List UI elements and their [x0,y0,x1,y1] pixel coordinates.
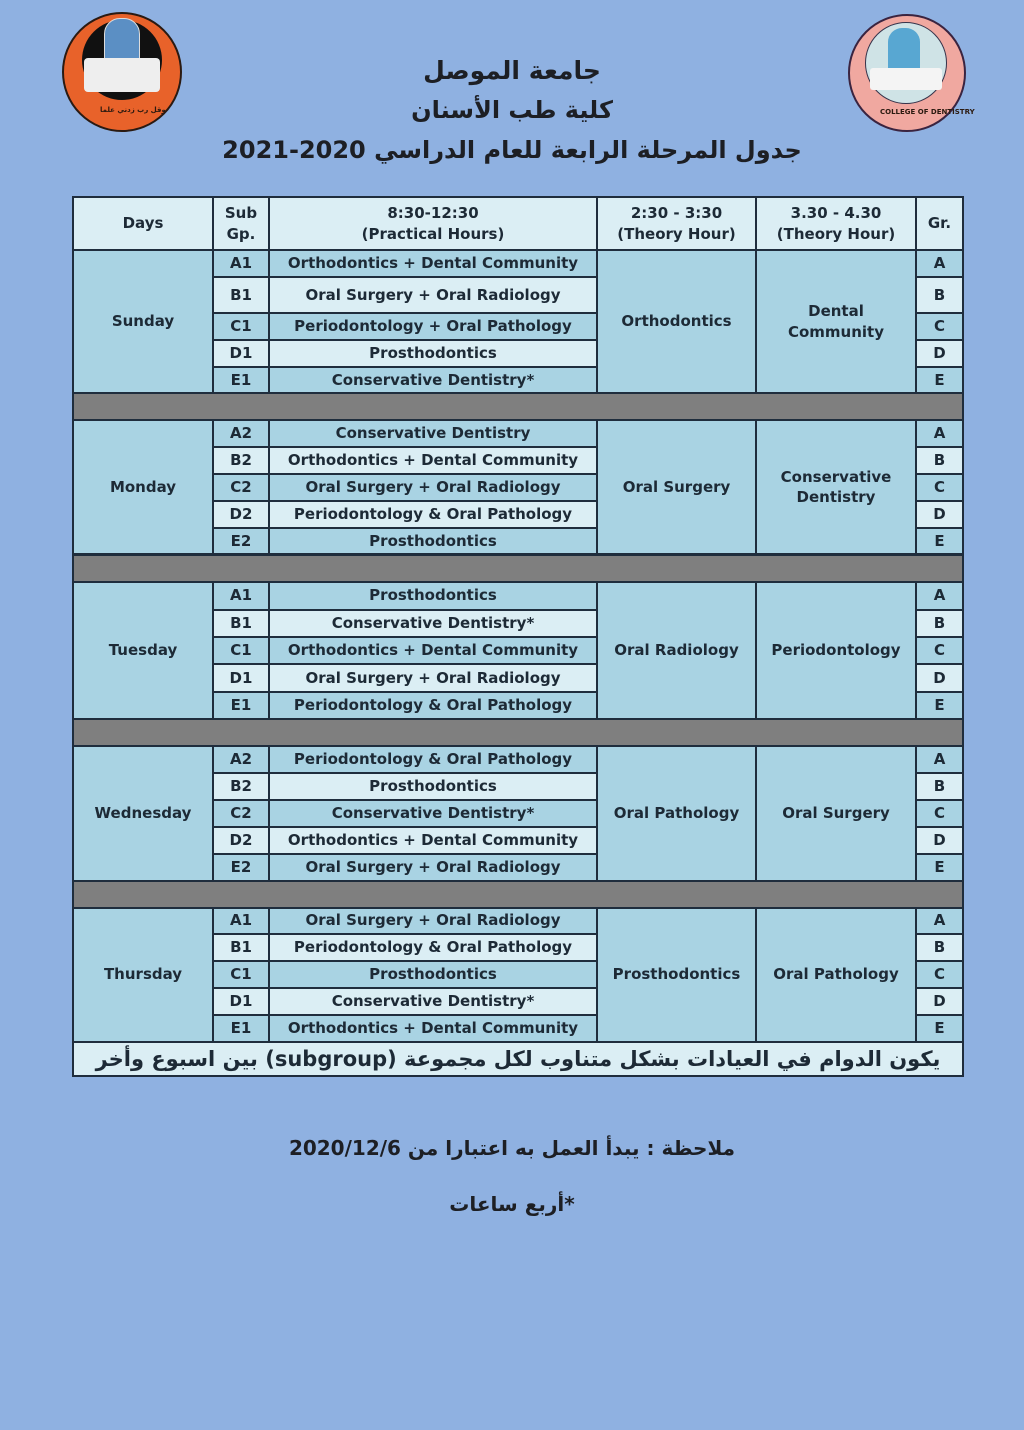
group-cell [917,801,962,828]
subgroup-cell [214,448,270,475]
group-cell [917,341,962,368]
practical-cell [270,638,598,665]
subgroup-cell-text: E1 [230,1019,252,1038]
practical-cell-text: Oral Surgery + Oral Radiology [305,858,561,877]
group-cell [917,502,962,529]
practical-cell [270,962,598,989]
group-cell [917,693,962,720]
footer-note [74,1043,962,1075]
practical-cell [270,747,598,774]
subgroup-cell [214,747,270,774]
subgroup-cell [214,962,270,989]
practical-cell [270,502,598,529]
subgroup-cell-text: C1 [230,641,252,660]
practical-cell-text: Orthodontics + Dental Community [287,1019,579,1038]
practical-cell-text: Prosthodontics [369,586,497,605]
subgroup-cell [214,989,270,1016]
header-gr [917,198,962,251]
group-cell-text: D [933,831,946,850]
subgroup-cell [214,421,270,448]
practical-cell [270,314,598,341]
university-name: جامعة الموصل [423,56,601,85]
subgroup-cell-text: E2 [230,531,252,550]
subgroup-cell [214,368,270,394]
header-sub-line2: Gp. [226,224,256,243]
group-cell [917,962,962,989]
practical-cell [270,341,598,368]
theory-1-subject-text: Prosthodontics [612,965,741,984]
group-cell-text: D [933,505,946,524]
group-cell [917,529,962,555]
day-separator [74,720,962,747]
subgroup-cell-text: C1 [230,965,252,984]
theory-2-subject-line: Oral Surgery [782,804,890,823]
subgroup-cell [214,341,270,368]
header-sub-gp [214,198,270,251]
practical-cell [270,251,598,278]
practical-cell-text: Oral Surgery + Oral Radiology [305,478,561,497]
subgroup-cell [214,774,270,801]
theory-1-subject [598,582,757,720]
theory-2-subject-line: Dentistry [796,488,876,506]
header-gr-label: Gr. [927,214,952,233]
group-cell [917,314,962,341]
day-label [74,582,214,720]
header-theory1-label: (Theory Hour) [617,224,736,243]
group-cell-text: B [933,614,946,633]
theory-2-subject [757,582,917,720]
theory-1-subject [598,908,757,1043]
subgroup-cell [214,801,270,828]
group-cell [917,774,962,801]
subgroup-cell [214,693,270,720]
group-cell [917,475,962,502]
practical-cell-text: Oral Surgery + Oral Radiology [305,668,561,687]
schedule-title: جدول المرحلة الرابعة للعام الدراسي 2020-2021 [222,136,802,164]
group-cell-text: A [933,911,946,930]
day-label-text: Thursday [103,965,183,984]
group-cell [917,665,962,693]
day-label [74,251,214,394]
practical-cell-text: Prosthodontics [369,965,497,984]
subgroup-cell [214,935,270,962]
group-cell [917,1016,962,1043]
header-practical-label: (Practical Hours) [361,224,505,243]
practical-cell [270,908,598,935]
subgroup-cell-text: D2 [229,505,253,524]
practical-cell [270,368,598,394]
practical-cell [270,421,598,448]
group-cell-text: C [933,965,945,984]
group-cell [917,611,962,638]
group-cell-text: D [933,992,946,1011]
practical-cell-text: Prosthodontics [369,531,497,550]
subgroup-cell-text: A2 [229,750,253,769]
university-logo [62,12,182,132]
subgroup-cell [214,638,270,665]
practical-cell [270,801,598,828]
day-label [74,908,214,1043]
group-cell [917,989,962,1016]
theory-2-subject-line: Community [787,322,885,341]
header-days-label: Days [122,214,164,233]
theory-2-subject-line: Oral Pathology [773,965,899,984]
practical-cell-text: Oral Surgery + Oral Radiology [305,911,561,930]
group-cell-text: A [933,254,946,273]
group-cell-text: B [933,777,946,796]
logo-tower-icon [888,28,920,68]
subgroup-cell-text: C1 [230,317,252,336]
subgroup-cell-text: B1 [230,285,252,304]
practical-cell-text: Prosthodontics [369,344,497,363]
practical-cell [270,989,598,1016]
day-label [74,747,214,882]
practical-cell [270,529,598,555]
subgroup-cell [214,855,270,882]
subgroup-cell-text: A1 [229,254,253,273]
practical-cell [270,448,598,475]
college-name: كلية طب الأسنان [411,96,613,124]
group-cell [917,638,962,665]
subgroup-cell-text: C2 [230,804,252,823]
theory-2-subject [757,421,917,555]
asterisk-note: *أربع ساعات [449,1192,575,1216]
day-label-text: Wednesday [94,804,192,823]
subgroup-cell-text: E1 [230,370,252,389]
practical-cell [270,693,598,720]
practical-cell-text: Prosthodontics [369,777,497,796]
practical-cell-text: Periodontology + Oral Pathology [294,317,572,336]
header-practical [270,198,598,251]
theory-2-subject [757,747,917,882]
logo-college-name: COLLEGE OF DENTISTRY [880,108,975,116]
subgroup-cell [214,502,270,529]
header-theory1-time: 2:30 - 3:30 [630,204,723,223]
practical-cell [270,774,598,801]
header-theory2-label: (Theory Hour) [776,224,896,243]
theory-2-subject [757,251,917,394]
subgroup-cell [214,314,270,341]
group-cell-text: E [934,1019,945,1038]
subgroup-cell [214,251,270,278]
footer-note-text: يكون الدوام في العيادات بشكل متناوب لكل مجموعة (subgroup) بين اسبوع وأخر [95,1046,941,1071]
practical-cell [270,1016,598,1043]
group-cell-text: E [934,858,945,877]
practical-cell [270,611,598,638]
day-separator [74,882,962,909]
group-cell [917,747,962,774]
group-cell-text: E [934,370,945,389]
subgroup-cell [214,828,270,855]
group-cell [917,828,962,855]
subgroup-cell-text: C2 [230,478,252,497]
group-cell [917,448,962,475]
subgroup-cell-text: E2 [230,858,252,877]
subgroup-cell [214,611,270,638]
logo-book-icon [84,58,160,92]
practical-cell-text: Orthodontics + Dental Community [287,641,579,660]
header-practical-time: 8:30-12:30 [387,204,479,223]
logo-book-icon [870,68,942,90]
header-theory-2 [757,198,917,251]
practical-cell [270,665,598,693]
subgroup-cell-text: E1 [230,696,252,715]
practical-cell-text: Orthodontics + Dental Community [287,254,579,273]
group-cell-text: D [933,344,946,363]
group-cell-text: A [933,586,946,605]
subgroup-cell-text: A1 [229,586,253,605]
practical-cell [270,828,598,855]
theory-1-subject-text: Oral Radiology [614,640,739,659]
practical-cell-text: Conservative Dentistry* [331,370,535,389]
day-label-text: Sunday [111,312,175,331]
practical-cell-text: Periodontology & Oral Pathology [293,696,573,715]
group-cell-text: B [933,938,946,957]
theory-2-subject-line: Conservative [780,467,892,486]
day-label-text: Tuesday [108,640,178,659]
day-separator [74,556,962,583]
practical-cell [270,855,598,882]
theory-2-subject-line: Dental [808,302,864,321]
subgroup-cell-text: B1 [230,938,252,957]
group-cell-text: C [933,317,945,336]
group-cell [917,935,962,962]
practical-cell-text: Conservative Dentistry [335,424,531,443]
subgroup-cell-text: D1 [229,992,253,1011]
subgroup-cell [214,1016,270,1043]
group-cell [917,855,962,882]
practical-cell-text: Periodontology & Oral Pathology [293,750,573,769]
practical-cell-text: Oral Surgery + Oral Radiology [305,285,561,304]
practical-cell-text: Periodontology & Oral Pathology [293,505,573,524]
subgroup-cell [214,529,270,555]
group-cell [917,421,962,448]
group-cell-text: D [933,668,946,687]
subgroup-cell-text: B2 [230,777,252,796]
logo-motto: وقل رب زدني علما [100,106,166,114]
subgroup-cell [214,278,270,314]
day-label [74,421,214,555]
practical-cell-text: Conservative Dentistry* [331,992,535,1011]
theory-1-subject-text: Oral Surgery [622,477,731,496]
schedule-table [72,196,964,1077]
group-cell [917,368,962,394]
subgroup-cell-text: D2 [229,831,253,850]
header-days [74,198,214,251]
day-label-text: Monday [109,477,177,496]
subgroup-cell-text: D1 [229,344,253,363]
subgroup-cell-text: B2 [230,451,252,470]
practical-cell-text: Conservative Dentistry* [331,804,535,823]
group-cell-text: C [933,478,945,497]
college-logo [848,14,975,132]
group-cell [917,251,962,278]
group-cell-text: C [933,804,945,823]
practical-cell-text: Conservative Dentistry* [331,614,535,633]
theory-1-subject [598,251,757,394]
group-cell [917,908,962,935]
header-theory2-time: 3.30 - 4.30 [790,204,882,223]
theory-2-subject [757,908,917,1043]
practical-cell-text: Periodontology & Oral Pathology [293,938,573,957]
group-cell-text: B [933,285,946,304]
practical-cell [270,278,598,314]
subgroup-cell [214,908,270,935]
group-cell-text: E [934,696,945,715]
subgroup-cell [214,475,270,502]
practical-cell [270,475,598,502]
theory-2-subject-line: Periodontology [771,640,901,659]
practical-cell [270,935,598,962]
theory-1-subject [598,747,757,882]
theory-1-subject-text: Oral Pathology [613,804,740,823]
practical-cell [270,582,598,611]
practical-cell-text: Orthodontics + Dental Community [287,831,579,850]
theory-1-subject-text: Orthodontics [621,312,732,331]
group-cell [917,582,962,611]
subgroup-cell [214,582,270,611]
start-date-note: ملاحظة : يبدأ العمل به اعتبارا من 2020/12/6 [288,1136,736,1160]
subgroup-cell-text: D1 [229,668,253,687]
theory-1-subject [598,421,757,555]
subgroup-cell-text: A1 [229,911,253,930]
group-cell-text: C [933,641,945,660]
subgroup-cell-text: A2 [229,424,253,443]
group-cell [917,278,962,314]
group-cell-text: E [934,531,945,550]
group-cell-text: A [933,424,946,443]
header-theory-1 [598,198,757,251]
group-cell-text: B [933,451,946,470]
practical-cell-text: Orthodontics + Dental Community [287,451,579,470]
day-separator [74,394,962,421]
header-sub-line1: Sub [224,204,258,223]
subgroup-cell [214,665,270,693]
group-cell-text: A [933,750,946,769]
subgroup-cell-text: B1 [230,614,252,633]
